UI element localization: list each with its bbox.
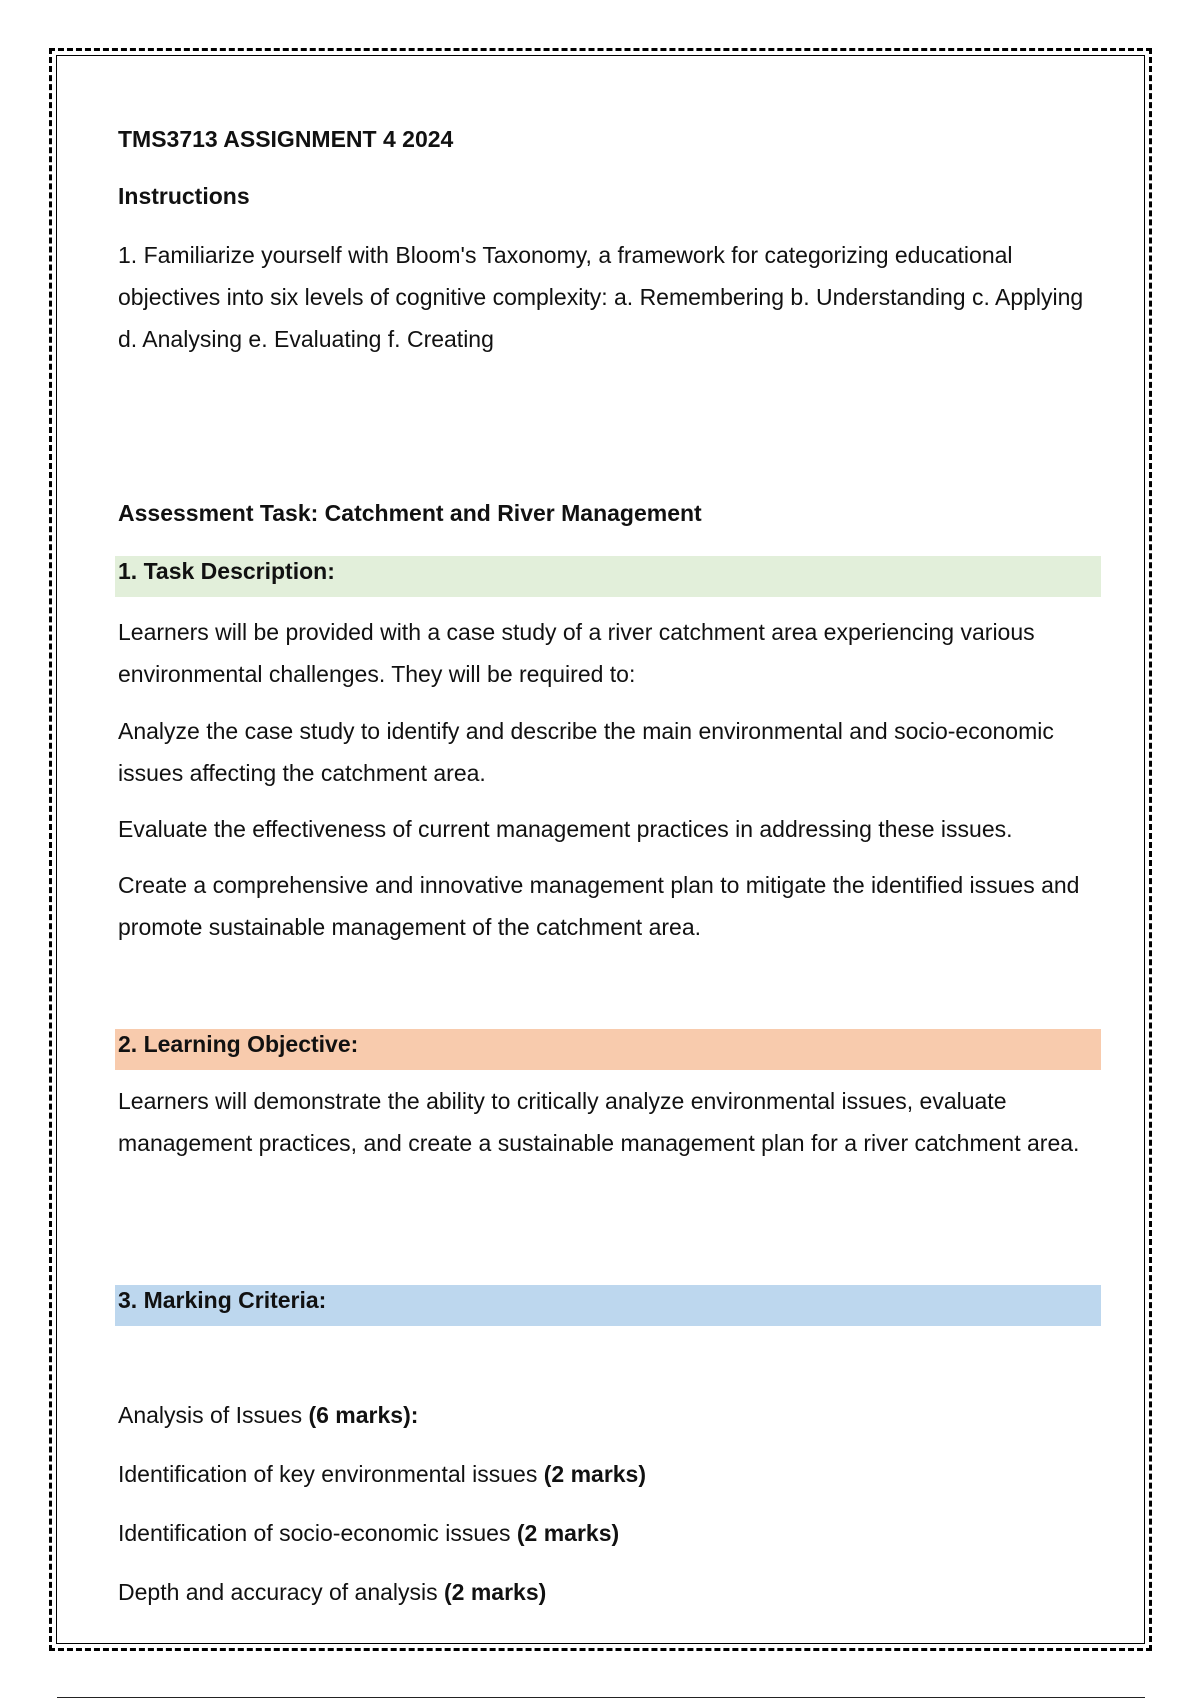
document-title: TMS3713 ASSIGNMENT 4 2024: [118, 126, 454, 152]
bottom-rule: [57, 1697, 1145, 1698]
task-description-paragraph-4: Create a comprehensive and innovative management plan to mitigate the identified issues and promote sustainable management of the catchment area.: [118, 872, 1080, 940]
criterion-label: Depth and accuracy of analysis: [118, 1579, 445, 1605]
task-description-heading: 1. Task Description:: [118, 558, 335, 584]
criterion-item: [118, 1518, 619, 1548]
learning-objective-band: [115, 1029, 1101, 1070]
instructions-heading: Instructions: [118, 183, 250, 209]
criterion-item: [118, 1459, 646, 1489]
criterion-marks: (2 marks): [516, 1520, 620, 1546]
criterion-label: Identification of key environmental issues: [118, 1461, 544, 1487]
learning-objective-heading: 2. Learning Objective:: [118, 1031, 359, 1057]
criterion-marks: (6 marks):: [308, 1402, 419, 1428]
marking-criteria-heading: 3. Marking Criteria:: [118, 1287, 327, 1313]
task-description-band: [115, 556, 1101, 597]
criterion-item: [118, 1577, 546, 1607]
task-description-paragraph-3: Evaluate the effectiveness of current management practices in addressing these issues.: [118, 816, 1013, 842]
task-description-paragraph-1: Learners will be provided with a case study of a river catchment area experiencing various environmental challenges. They will be required to:: [118, 619, 1035, 687]
criterion-item: [118, 1400, 418, 1430]
learning-objective-text: Learners will demonstrate the ability to critically analyze environmental issues, evaluate management practices, and create a sustainable management plan for a river catchment area.: [118, 1088, 1080, 1156]
criterion-label: Analysis of Issues: [118, 1402, 309, 1428]
instructions-text: 1. Familiarize yourself with Bloom's Taxonomy, a framework for categorizing educational objectives into six levels of cognitive complexity: a. Remembering b. Understanding c. Applying d. Analysing e. Evaluating f. Creating: [118, 242, 1084, 352]
marking-criteria-band: [115, 1285, 1101, 1326]
criterion-label: Identification of socio-economic issues: [118, 1520, 517, 1546]
criterion-marks: (2 marks): [444, 1579, 547, 1605]
assessment-heading: Assessment Task: Catchment and River Management: [118, 500, 702, 526]
criterion-marks: (2 marks): [543, 1461, 647, 1487]
task-description-paragraph-2: Analyze the case study to identify and describe the main environmental and socio-economic issues affecting the catchment area.: [118, 718, 1054, 786]
